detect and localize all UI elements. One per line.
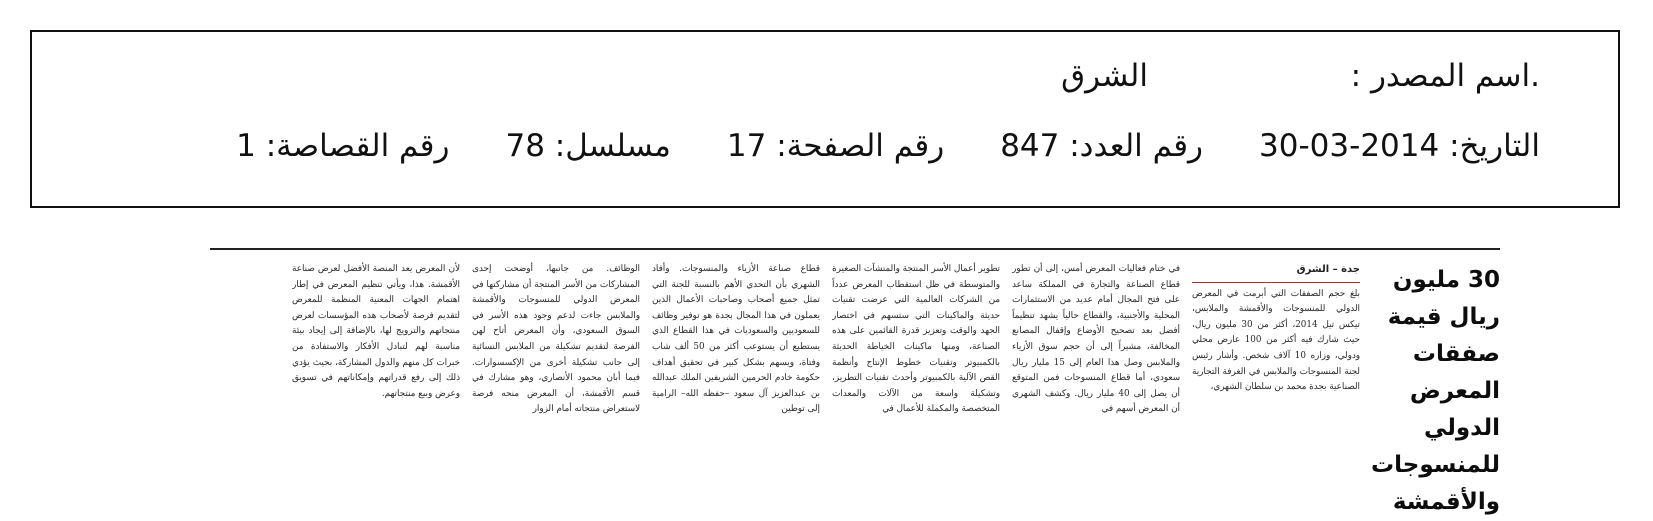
source-label: .اسم المصدر : [1350,58,1540,94]
page-field [727,126,944,166]
clip-value: 1 [236,128,256,164]
article-paragraph: الوظائف. من جانبها، أوضحت إحدى المشاركات من الأسر المنتجة أن مشاركتها في المعرض الدولي للمنسوجات والأقمشة والملابس جاءت لدعم وجود هذه الأسر في السوق السعودي، وأن المعرض أتاح لهن الفرصة لتقديم تشكيلة من الملابس النسائية إلى جانب تشكيلة أخرى من الإكسسوارات. فيما أبان محمود الأنصاري، وهو مشارك في قسم الأقمشة، أن المعرض منحه فرصة لاستعراض منتجاته أمام الزوار [472,264,640,415]
article-top-rule [210,248,1500,250]
article-column-1 [1192,262,1360,448]
newspaper-article [210,262,1500,515]
date-value: 2014-03-30 [1259,128,1440,164]
serial-value: 78 [505,128,545,164]
article-paragraph: في ختام فعاليات المعرض أمس، إلى أن تطور قطاع الصناعة والتجارة في المملكة ساعد على فتح المجال أمام عديد من الاستثمارات المحلية والأجنبية، والقطاع حالياً يشهد تنظيماً أفضل بعد تصحيح الأوضاع وإقفال المصانع المخالفة، مشيراً إلى أن حجم سوق الأزياء والملابس وصل هذا العام إلى 15 مليار ريال سعودي، أما قطاع المنسوجات فمن المتوقع أن يصل إلى 40 مليار ريال. وكشف الشهري أن المعرض أسهم في [1012,264,1180,415]
clip-field [236,126,449,166]
article-paragraph: لأن المعرض يعد المنصة الأفضل لعرض صناعة الأقمشة. هذا، ويأتي تنظيم المعرض في إطار اهتمام الجهات المعنية المنظمة للمعرض لتقديم فرصة لأصحاب هذه المؤسسات لعرض منتجاتهم والترويج لها، بالإضافة إلى إيجاد بيئة مناسبة لهم لتبادل الأفكار والاستفادة من خبرات كل منهم والدول المشاركة، بحيث يؤدي ذلك إلى رفع قدراتهم وإمكاناتهم في تسويق وعرض وبيع منتجاتهم. [292,264,460,399]
issue-value: 847 [1000,128,1060,164]
date-label: التاريخ: [1449,128,1540,164]
article-byline: جدة – الشرق [1192,262,1360,283]
article-column-2 [1012,262,1180,448]
article-paragraph: قطاع صناعة الأزياء والمنسوجات. وأفاد الشهري بأن التحدي الأهم بالنسبة للجنة التي تمثل جميع أصحاب وصاحبات الأعمال الذين يعملون في هذا المجال بجدة هو توفير وظائف للسعوديين والسعوديات في هذا القطاع الذي يستطيع أن يستوعب أكثر من 50 ألف شاب وفتاة، ويسهم بشكل كبير في تحقيق أهداف حكومة خادم الحرمين الشريفين الملك عبدالله بن عبدالعزيز آل سعود –حفظه الله– الرامية إلى توطين [652,264,820,415]
issue-field [1000,126,1203,166]
publication-details-line [236,126,1540,166]
article-column-5 [472,262,640,448]
article-paragraph: تطوير أعمال الأسر المنتجة والمنشآت الصغيرة والمتوسطة في ظل استقطاب المعرض عدداً من الشركات العالمية التي عرضت تقنيات حديثة والماكينات التي ستسهم في اختصار الجهد والوقت وتعزيز قدرة القائمين على هذه الصناعة، ومنها ماكينات الخياطة الحديثة بالكمبيوتر وتقنيات خطوط الإنتاج وأنظمة القص الآلية بالكمبيوتر وأحدث تقنيات التطريز، وتشكيلة واسعة من الآلات والمعدات المتخصصة والمكملة للأعمال في [832,264,1000,415]
date-field [1259,126,1540,166]
article-column-3 [832,262,1000,448]
page-label: رقم الصفحة: [776,128,945,164]
source-value: الشرق [1061,58,1148,94]
article-column-6 [292,262,460,448]
clipping-metadata-box [30,30,1620,208]
page-value: 17 [726,128,767,164]
serial-label: مسلسل: [554,128,671,164]
article-column-4 [652,262,820,448]
article-paragraph: بلغ حجم الصفقات التي أبرمت في المعرض الدولي للمنسوجات والأقمشة والملابس، تيكس تيل 2014، أكثر من 30 مليون ريال، حيث شارك فيه أكثر من 100 عارض محلي ودولي، وزاره 10 آلاف شخص. وأشار رئيس لجنة المنسوجات والملابس في الغرفة التجارية الصناعية بجدة محمد بن سلطان الشهري، [1192,288,1360,393]
issue-label: رقم العدد: [1069,128,1204,164]
article-headline: 30 مليون ريال قيمة صفقات المعرض الدولي للمنسوجات والأقمشة [1371,267,1500,515]
serial-field [505,126,670,166]
clip-label: رقم القصاصة: [265,128,450,164]
